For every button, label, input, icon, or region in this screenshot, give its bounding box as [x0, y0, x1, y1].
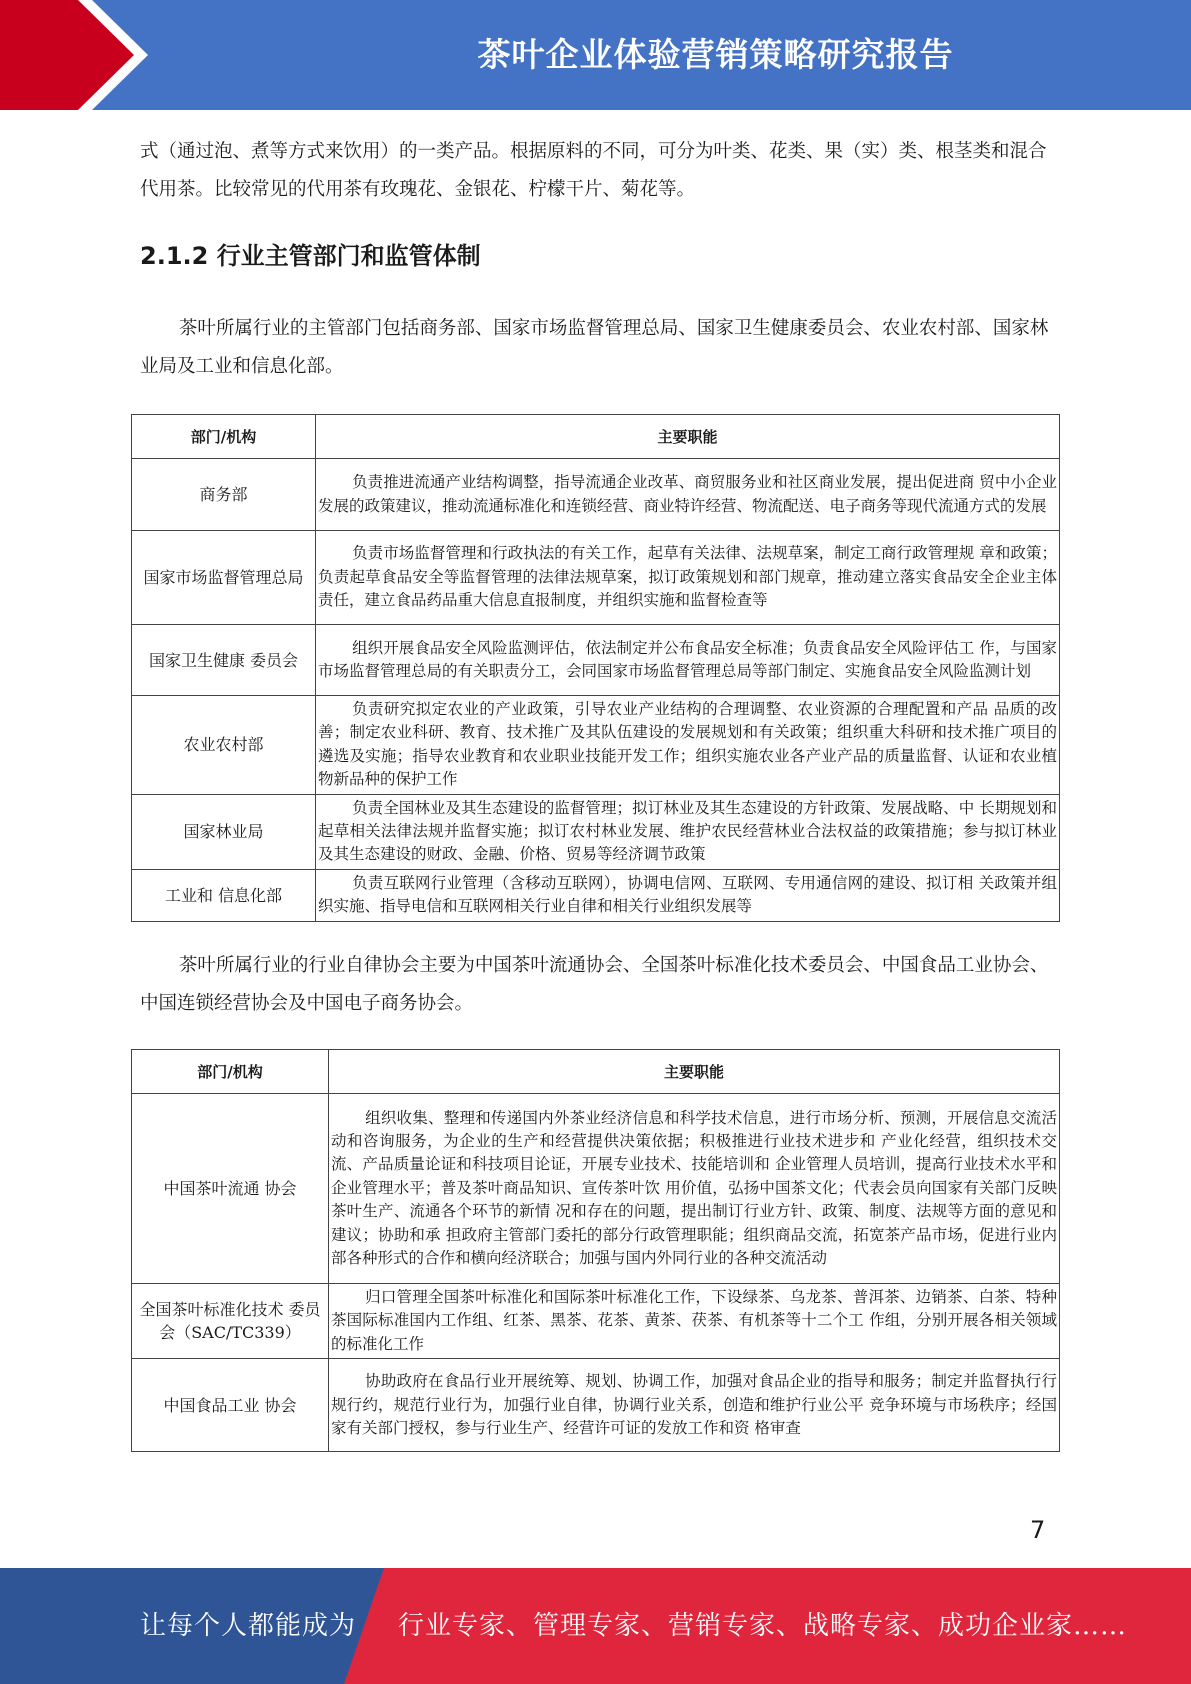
associations-paragraph: 茶叶所属行业的行业自律协会主要为中国茶叶流通协会、全国茶叶标准化技术委员会、中国食品工业协会、中国连锁经营协会及中国电子商务协会。	[140, 955, 1049, 1014]
section-heading: 2.1.2 行业主管部门和监管体制	[140, 242, 481, 270]
table-row	[132, 869, 1060, 921]
associations-table	[131, 1049, 1060, 1452]
table-row	[132, 531, 1060, 625]
org-cell: 中国茶叶流通 协会	[132, 1094, 329, 1284]
duty-cell: 负责市场监督管理和行政执法的有关工作，起草有关法律、法规草案，制定工商行政管理规 章和政策；负责起草食品安全等监督管理的法律法规草案，拟订政策规划和部门规章，推动建立落实食品安全企业主体责任，建立食品药品重大信息直报制度，并组织实施和监督检查等	[316, 531, 1060, 625]
footer-slogan-right: 行业专家、管理专家、营销专家、战略专家、成功企业家……	[398, 1611, 1128, 1641]
footer-banner	[0, 1568, 1191, 1684]
duty-cell: 组织收集、整理和传递国内外茶业经济信息和科学技术信息，进行市场分析、预测，开展信息交流活动和咨询服务，为企业的生产和经营提供决策依据；积极推进行业技术进步和 产业化经营，组织技术交流、产品质量论证和科技项目论证，开展专业技术、技能培训和 企业管理人员培训，提高行业技术水平和企业管理水平；普及茶叶商品知识、宣传茶叶饮 用价值，弘扬中国茶文化；代表会员向国家有关部门反映茶叶生产、流通各个环节的新情 况和存在的问题，提出制订行业方针、政策、制度、法规等方面的意见和建议；协助和承 担政府主管部门委托的部分行政管理职能；组织商品交流，拓宽茶产品市场，促进行业内 部各种形式的合作和横向经济联合；加强与国内外同行业的各种交流活动	[329, 1094, 1060, 1284]
duty-cell: 负责全国林业及其生态建设的监督管理；拟订林业及其生态建设的方针政策、发展战略、中 长期规划和起草相关法律法规并监督实施；拟订农村林业发展、维护农民经营林业合法权益的政策措施；参与拟订林业及其生态建设的财政、金融、价格、贸易等经济调节政策	[316, 794, 1060, 869]
org-cell: 农业农村部	[132, 696, 316, 795]
table-header-row	[132, 415, 1060, 459]
org-cell: 国家林业局	[132, 794, 316, 869]
table-row	[132, 794, 1060, 869]
duty-cell: 负责研究拟定农业的产业政策，引导农业产业结构的合理调整、农业资源的合理配置和产品 品质的改善；制定农业科研、教育、技术推广及其队伍建设的发展规划和有关政策；组织重大科研和技术推广项目的遴选及实施；指导农业教育和农业职业技能开发工作；组织实施农业各产业产品的质量监督、认证和农业植物新品种的保护工作	[316, 696, 1060, 795]
table-row	[132, 459, 1060, 531]
duty-cell: 组织开展食品安全风险监测评估，依法制定并公布食品安全标准；负责食品安全风险评估工 作，与国家市场监督管理总局的有关职责分工，会同国家市场监督管理总局等部门制定、实施食品安全风险监测计划	[316, 625, 1060, 696]
table-row	[132, 1359, 1060, 1452]
org-cell: 国家市场监督管理总局	[132, 531, 316, 625]
org-cell: 工业和 信息化部	[132, 869, 316, 921]
regulators-paragraph: 茶叶所属行业的主管部门包括商务部、国家市场监督管理总局、国家卫生健康委员会、农业农村部、国家林业局及工业和信息化部。	[140, 318, 1049, 377]
column-header-duty: 主要职能	[329, 1050, 1060, 1094]
report-title: 茶叶企业体验营销策略研究报告	[477, 35, 954, 74]
duty-cell: 协助政府在食品行业开展统筹、规划、协调工作，加强对食品企业的指导和服务；制定并监督执行行规行约，规范行业行为，加强行业自律，协调行业关系，创造和维护行业公平 竞争环境与市场秩序；经国家有关部门授权，参与行业生产、经营许可证的发放工作和资 格审查	[329, 1359, 1060, 1452]
org-cell: 全国茶叶标准化技术 委员会（SAC/TC339）	[132, 1284, 329, 1359]
page-number: 7	[1030, 1516, 1046, 1544]
duty-cell: 负责推进流通产业结构调整，指导流通企业改革、商贸服务业和社区商业发展，提出促进商 贸中小企业发展的政策建议，推动流通标准化和连锁经营、商业特许经营、物流配送、电子商务等现代流通方式的发展	[316, 459, 1060, 531]
table-row	[132, 625, 1060, 696]
footer-slogan-left: 让每个人都能成为	[140, 1611, 357, 1641]
duty-cell: 归口管理全国茶叶标准化和国际茶叶标准化工作，下设绿茶、乌龙茶、普洱茶、边销茶、白茶、特种茶国际标准国内工作组、红茶、黑茶、花茶、黄茶、茯茶、有机茶等十二个工 作组，分别开展各相关领域的标准化工作	[329, 1284, 1060, 1359]
org-cell: 国家卫生健康 委员会	[132, 625, 316, 696]
table-header-row	[132, 1050, 1060, 1094]
table-row	[132, 696, 1060, 795]
duty-cell: 负责互联网行业管理（含移动互联网），协调电信网、互联网、专用通信网的建设、拟订相 关政策并组织实施、指导电信和互联网相关行业自律和相关行业组织发展等	[316, 869, 1060, 921]
org-cell: 中国食品工业 协会	[132, 1359, 329, 1452]
intro-paragraph: 式（通过泡、煮等方式来饮用）的一类产品。根据原料的不同，可分为叶类、花类、果（实）类、根茎类和混合代用茶。比较常见的代用茶有玫瑰花、金银花、柠檬干片、菊花等。	[140, 141, 1047, 200]
column-header-org: 部门/机构	[132, 415, 316, 459]
table-row	[132, 1284, 1060, 1359]
table-row	[132, 1094, 1060, 1284]
org-cell: 商务部	[132, 459, 316, 531]
regulators-table	[131, 414, 1060, 922]
column-header-duty: 主要职能	[316, 415, 1060, 459]
header-banner	[0, 0, 1191, 110]
column-header-org: 部门/机构	[132, 1050, 329, 1094]
